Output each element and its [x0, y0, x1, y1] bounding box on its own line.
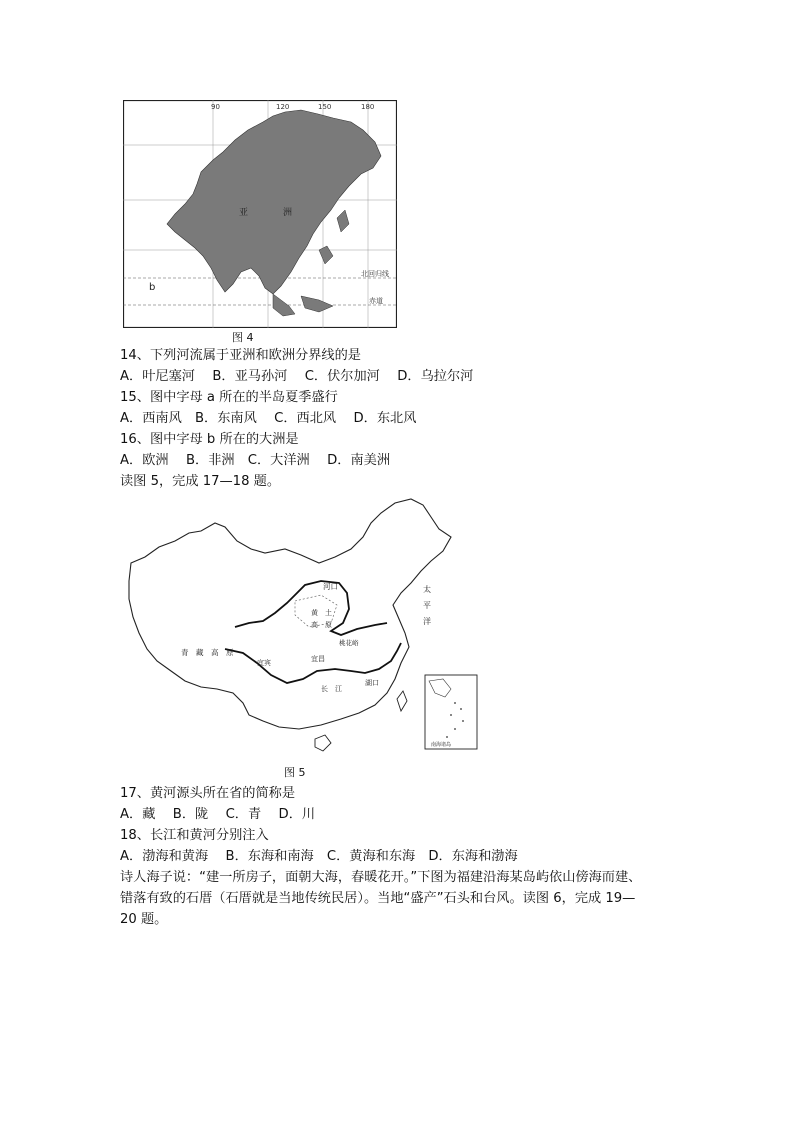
label-asia-1: 亚 [239, 208, 249, 218]
passage-line-1: 诗人海子说：“建一所房子，面朝大海，春暖花开。”下图为福建沿海某岛屿依山傍海而建、 [120, 870, 642, 885]
fig4-caption: 图 4 [232, 331, 254, 344]
yangtze-river [225, 643, 401, 683]
label-hekou: 河口 [323, 582, 338, 591]
label-hukou: 湖口 [365, 679, 379, 687]
q14-options: A．叶尼塞河 B．亚马孙河 C．伏尔加河 D．乌拉尔河 [120, 369, 474, 384]
q15-options: A．西南风 B．东南风 C．西北风 D．东北风 [120, 411, 417, 426]
passage-line-3: 20 题。 [120, 912, 168, 927]
label-yibin: 宜宾 [257, 659, 271, 667]
q14-stem: 14、下列河流属于亚洲和欧洲分界线的是 [120, 348, 361, 363]
tick-180: 180 [361, 103, 375, 111]
tick-150: 150 [318, 103, 332, 111]
label-qinghai-plateau: 青 藏 高 原 [181, 648, 234, 657]
fig5-caption: 图 5 [284, 766, 306, 779]
label-b: b [149, 282, 156, 293]
label-taohuayu: 桃花峪 [339, 639, 359, 647]
label-loess: 黄 土 [311, 609, 332, 617]
q16-options: A．欧洲 B．非洲 C．大洋洲 D．南美洲 [120, 453, 391, 468]
china-outline [129, 499, 451, 729]
tick-90: 90 [211, 103, 220, 111]
label-tropic: 北回归线 [361, 270, 389, 278]
asia-map [123, 100, 397, 328]
label-asia-2: 洲 [283, 208, 293, 218]
tick-120: 120 [276, 103, 290, 111]
intro-fig5: 读图 5，完成 17—18 题。 [120, 474, 281, 489]
passage-line-2: 错落有致的石厝（石厝就是当地传统民居）。当地“盛产”石头和台风。读图 6，完成 19— [120, 891, 636, 906]
china-map [125, 493, 485, 761]
q17-options: A．藏 B．陇 C．青 D．川 [120, 807, 316, 822]
q18-stem: 18、长江和黄河分别注入 [120, 828, 269, 843]
label-yichang: 宜昌 [311, 655, 325, 663]
q17-stem: 17、黄河源头所在省的简称是 [120, 786, 296, 801]
label-changjiang: 长 江 [321, 685, 342, 693]
q15-stem: 15、图中字母 a 所在的半岛夏季盛行 [120, 390, 338, 405]
q18-options: A．渤海和黄海 B．东海和南海 C．黄海和东海 D．东海和渤海 [120, 849, 518, 864]
q16-stem: 16、图中字母 b 所在的大洲是 [120, 432, 299, 447]
south-china-sea-inset [425, 675, 477, 749]
label-plateau: 高 原 [311, 621, 332, 629]
label-pacific: 太 平 洋 [422, 585, 432, 625]
label-equator: 赤道 [369, 297, 383, 305]
label-nanhai: 南海诸岛 [431, 742, 452, 748]
